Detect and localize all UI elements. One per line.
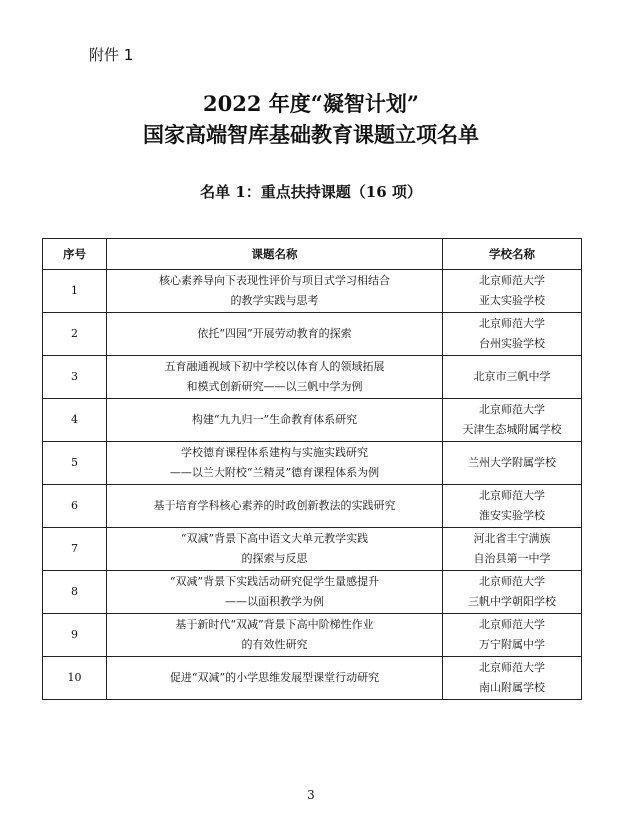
school-cell: [443, 442, 582, 485]
topic-line: 的教学实践与思考: [230, 294, 319, 307]
project-table: [42, 238, 582, 700]
table-body: [43, 270, 582, 700]
topic-line: “双减”背景下实践活动研究促学生量感提升: [169, 575, 380, 588]
table-row: [43, 571, 582, 614]
school-line: 河北省丰宁满族: [473, 532, 551, 545]
row-number: 5: [43, 442, 107, 485]
school-cell: [443, 528, 582, 571]
table-row: [43, 356, 582, 399]
school-cell: [443, 485, 582, 528]
school-line: 北京师范大学: [479, 317, 545, 330]
topic-line: 的探索与反思: [241, 552, 308, 565]
school-line: 北京师范大学: [479, 403, 545, 416]
topic-cell: [107, 356, 443, 399]
topic-line: 五育融通视域下初中学校以体育人的领域拓展: [164, 360, 385, 373]
school-line: 三帆中学朝阳学校: [468, 595, 556, 608]
topic-cell: [107, 270, 443, 313]
school-line: 北京师范大学: [479, 489, 545, 502]
row-number: 2: [43, 313, 107, 356]
header-number: 序号: [43, 239, 107, 270]
topic-cell: [107, 399, 443, 442]
row-number: 6: [43, 485, 107, 528]
school-line: 北京师范大学: [479, 575, 545, 588]
row-number: 1: [43, 270, 107, 313]
table-row: [43, 313, 582, 356]
topic-line: 构建“九九归一”生命教育体系研究: [191, 413, 358, 426]
topic-cell: [107, 571, 443, 614]
page-number: 3: [307, 788, 315, 802]
list-subtitle: 名单 1：重点扶持课题（16 项）: [200, 183, 422, 201]
topic-line: 学校德育课程体系建构与实施实践研究: [181, 446, 368, 459]
topic-line: 促进“双减”的小学思维发展型课堂行动研究: [169, 671, 380, 684]
table-row: [43, 399, 582, 442]
header-topic: 课题名称: [107, 239, 443, 270]
school-line: 台州实验学校: [479, 337, 545, 350]
attachment-label: 附件 1: [89, 46, 134, 64]
school-line: 北京市三帆中学: [473, 370, 551, 383]
topic-cell: [107, 528, 443, 571]
school-cell: [443, 657, 582, 700]
school-line: 北京师范大学: [479, 661, 545, 674]
topic-cell: [107, 485, 443, 528]
school-line: 自治县第一中学: [473, 552, 551, 565]
topic-line: 依托“四园”开展劳动教育的探索: [197, 327, 352, 340]
school-cell: [443, 399, 582, 442]
row-number: 3: [43, 356, 107, 399]
school-line: 淮安实验学校: [479, 509, 545, 522]
row-number: 9: [43, 614, 107, 657]
topic-line: 基于新时代“双减”背景下高中阶梯性作业: [175, 618, 374, 631]
topic-cell: [107, 442, 443, 485]
topic-line: ——以面积教学为例: [225, 595, 324, 608]
table-row: [43, 614, 582, 657]
school-line: 北京师范大学: [479, 274, 545, 287]
table-row: [43, 270, 582, 313]
topic-line: ——以兰大附校“兰精灵”德育课程体系为例: [169, 466, 380, 479]
school-cell: [443, 571, 582, 614]
school-line: 兰州大学附属学校: [468, 456, 556, 469]
table-row: [43, 528, 582, 571]
topic-line: 和模式创新研究——以三帆中学为例: [186, 380, 363, 393]
table-row: [43, 485, 582, 528]
table-header-row: [43, 239, 582, 270]
topic-line: 的有效性研究: [241, 638, 308, 651]
school-cell: [443, 313, 582, 356]
school-line: 亚太实验学校: [479, 294, 545, 307]
school-line: 天津生态城附属学校: [462, 423, 562, 436]
school-cell: [443, 270, 582, 313]
row-number: 4: [43, 399, 107, 442]
topic-line: “双减”背景下高中语文大单元教学实践: [180, 532, 369, 545]
table-row: [43, 657, 582, 700]
school-cell: [443, 614, 582, 657]
document-title-line2: 国家高端智库基础教育课题立项名单: [143, 122, 479, 147]
topic-line: 基于培育学科核心素养的时政创新教法的实践研究: [153, 499, 396, 512]
row-number: 8: [43, 571, 107, 614]
row-number: 7: [43, 528, 107, 571]
document-title: 2022 年度“凝智计划”: [203, 91, 419, 116]
row-number: 10: [43, 657, 107, 700]
topic-cell: [107, 313, 443, 356]
header-school: 学校名称: [443, 239, 582, 270]
table-row: [43, 442, 582, 485]
school-line: 万宁附属中学: [479, 638, 545, 651]
school-line: 南山附属学校: [479, 681, 545, 694]
school-line: 北京师范大学: [479, 618, 545, 631]
topic-line: 核心素养导向下表现性评价与项目式学习相结合: [159, 274, 390, 287]
school-cell: [443, 356, 582, 399]
topic-cell: [107, 614, 443, 657]
topic-cell: [107, 657, 443, 700]
